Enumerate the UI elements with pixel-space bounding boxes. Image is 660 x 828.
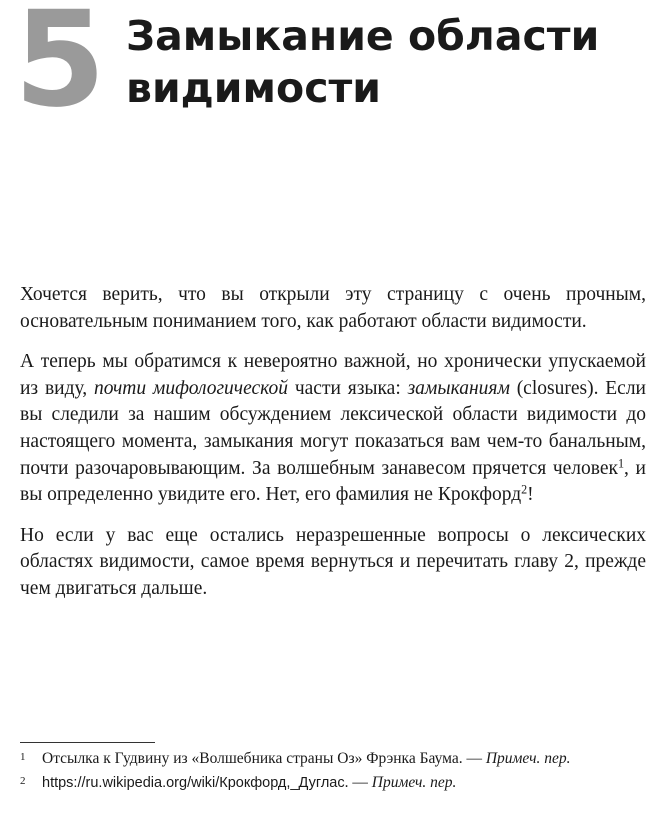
emphasis-mythological: почти мифологической <box>93 377 289 399</box>
paragraph-closures-text-b: части языка: <box>288 377 408 399</box>
chapter-title <box>126 10 646 114</box>
footnote-2-text: . — <box>344 774 372 791</box>
paragraph-closures-text-e: ! <box>527 484 534 506</box>
footnote-ref-1[interactable]: 1 <box>618 455 625 470</box>
chapter-body <box>20 282 646 617</box>
footnote-divider <box>20 742 155 743</box>
footnote-1-mark: 1 <box>20 751 26 763</box>
chapter-title-line-1: Замыкание области <box>126 12 600 60</box>
emphasis-closures: замыканиям <box>407 377 510 399</box>
paragraph-review: Но если у вас еще остались неразрешенные вопросы о лексических областях видимости, самое время вернуться и перечитать главу 2, прежде чем двигаться дальше. <box>20 524 646 599</box>
paragraph-closures-text-a: А теперь мы обратимся к невероятно важной, но хронически упускаемой из виду, <box>20 351 646 399</box>
footnote-1-text: Отсылка к Гудвину из «Волшебника страны Оз» Фрэнка Баума. — <box>42 750 486 767</box>
footnote-2 <box>20 772 646 794</box>
chapter-number: 5 <box>14 0 104 137</box>
chapter-title-line-2: видимости <box>126 64 381 112</box>
paragraph-closures-text-d: , и вы определенно увидите его. Нет, его фамилия не Крокфорд <box>20 457 646 506</box>
footnote-1-note: Примеч. пер. <box>485 750 571 767</box>
footnote-1 <box>20 748 646 769</box>
footnote-2-link[interactable]: https://ru.wikipedia.org/wiki/Крокфорд,_Дуглас <box>42 775 345 791</box>
paragraph-closures <box>20 349 646 509</box>
footnote-2-note: Примеч. пер. <box>371 774 457 791</box>
footnote-ref-2[interactable]: 2 <box>521 482 528 497</box>
footnotes <box>20 748 646 797</box>
footnote-2-mark: 2 <box>20 775 26 787</box>
paragraph-closures-text-c: (closures). Если вы следили за нашим обсуждением лексической области видимости до настоящего момента, замыкания могут показаться вам чем-то банальным, почти разочаровывающим. За волшебным занавесом прячется человек <box>20 377 646 479</box>
paragraph-intro: Хочется верить, что вы открыли эту страницу с очень прочным, основательным пониманием того, как работают области видимости. <box>20 284 646 332</box>
